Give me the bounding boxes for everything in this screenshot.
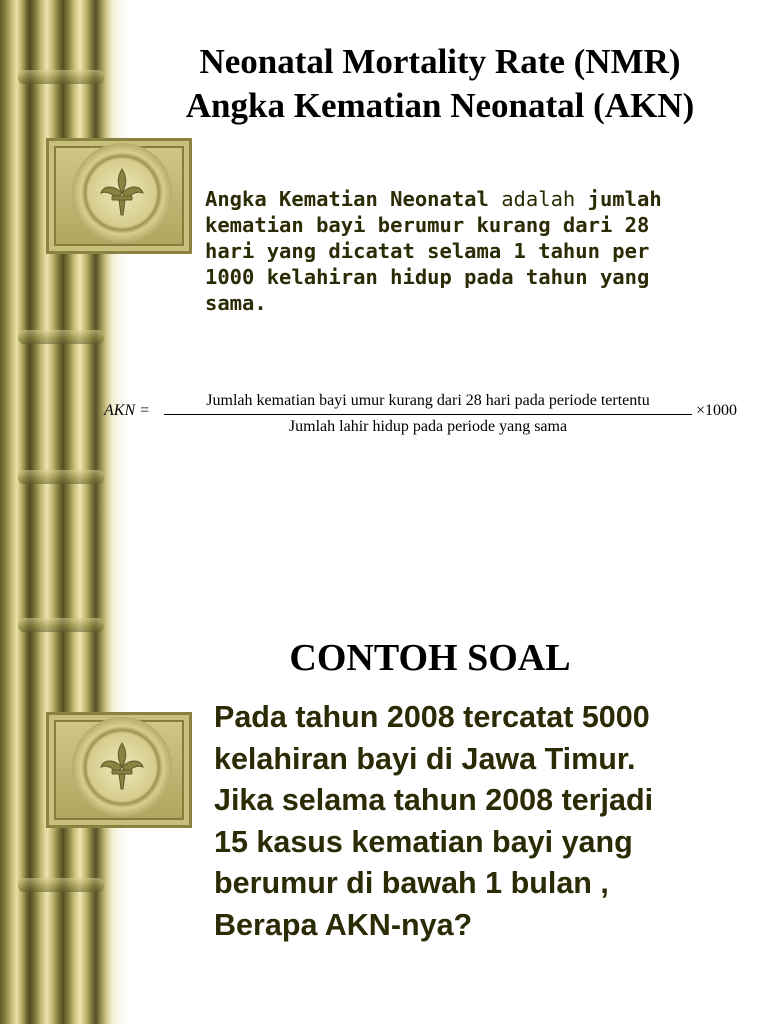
- question-line: kelahiran bayi di Jawa Timur.: [214, 741, 636, 776]
- formula-multiplier: ×1000: [696, 402, 738, 419]
- formula-denominator: Jumlah lahir hidup pada periode yang sama: [288, 418, 568, 435]
- definition-line-4: 1000 kelahiran hidup pada tahun yang: [205, 265, 650, 289]
- question-line: Pada tahun 2008 tercatat 5000: [214, 700, 650, 734]
- question-line: 15 kasus kematian bayi yang: [214, 824, 633, 859]
- definition-line-1: [205, 186, 725, 212]
- definition-line-5: sama.: [205, 291, 267, 315]
- example-heading: CONTOH SOAL: [289, 637, 571, 679]
- definition-text-start: jumlah: [587, 187, 662, 211]
- akn-formula: [100, 392, 760, 442]
- formula-numerator: Jumlah kematian bayi umur kurang dari 28 hari pada periode tertentu: [206, 392, 650, 409]
- fraction-bar: [164, 414, 692, 415]
- definition-paragraph: [205, 186, 725, 316]
- definition-term: Angka Kematian Neonatal: [205, 187, 489, 211]
- question-line: Berapa AKN-nya?: [214, 907, 473, 942]
- example-question: [214, 697, 754, 947]
- formula-lhs: AKN =: [104, 402, 150, 419]
- definition-line-2: kematian bayi berumur kurang dari 28: [205, 213, 650, 237]
- definition-line-3: hari yang dicatat selama 1 tahun per: [205, 239, 650, 263]
- title-line-2: Angka Kematian Neonatal (AKN): [185, 86, 695, 125]
- question-line: Jika selama tahun 2008 terjadi: [214, 783, 654, 818]
- question-line: berumur di bawah 1 bulan ,: [214, 866, 609, 901]
- definition-verb: adalah: [501, 187, 576, 211]
- slide-title: [130, 40, 750, 128]
- title-line-1: Neonatal Mortality Rate (NMR): [199, 42, 681, 81]
